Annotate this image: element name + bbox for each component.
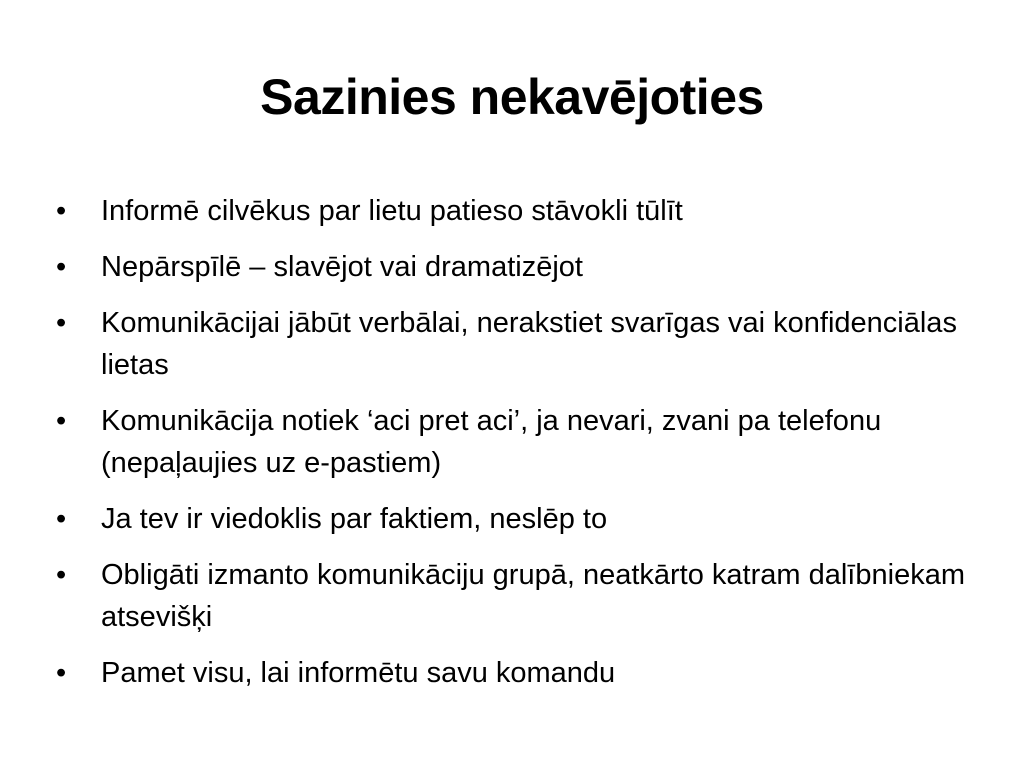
bullet-dot-icon: • bbox=[56, 559, 67, 591]
bullet-item bbox=[56, 498, 966, 540]
bullet-text: Pamet visu, lai informētu savu komandu bbox=[101, 657, 616, 689]
bullet-text: Informē cilvēkus par lietu patieso stāvokli tūlīt bbox=[101, 195, 683, 227]
bullet-text: Ja tev ir viedoklis par faktiem, neslēp to bbox=[101, 503, 608, 535]
bullet-text: Obligāti izmanto komunikāciju grupā, neatkārto katram dalībniekam atsevišķi bbox=[101, 559, 965, 633]
bullet-item bbox=[56, 302, 966, 386]
bullet-item bbox=[56, 190, 966, 232]
bullet-dot-icon: • bbox=[56, 657, 67, 689]
bullet-text: Komunikācijai jābūt verbālai, nerakstiet svarīgas vai konfidenciālas lietas bbox=[101, 307, 957, 381]
bullet-text: Nepārspīlē – slavējot vai dramatizējot bbox=[101, 251, 583, 283]
bullet-list bbox=[56, 190, 966, 708]
bullet-dot-icon: • bbox=[56, 195, 67, 227]
bullet-item bbox=[56, 652, 966, 694]
bullet-text: Komunikācija notiek ‘aci pret aci’, ja nevari, zvani pa telefonu (nepaļaujies uz e-pastiem) bbox=[101, 405, 882, 479]
bullet-dot-icon: • bbox=[56, 405, 67, 437]
bullet-item bbox=[56, 246, 966, 288]
bullet-dot-icon: • bbox=[56, 307, 67, 339]
bullet-dot-icon: • bbox=[56, 251, 67, 283]
bullet-item bbox=[56, 554, 966, 638]
bullet-item bbox=[56, 400, 966, 484]
slide-title: Sazinies nekavējoties bbox=[260, 69, 764, 125]
bullet-dot-icon: • bbox=[56, 503, 67, 535]
